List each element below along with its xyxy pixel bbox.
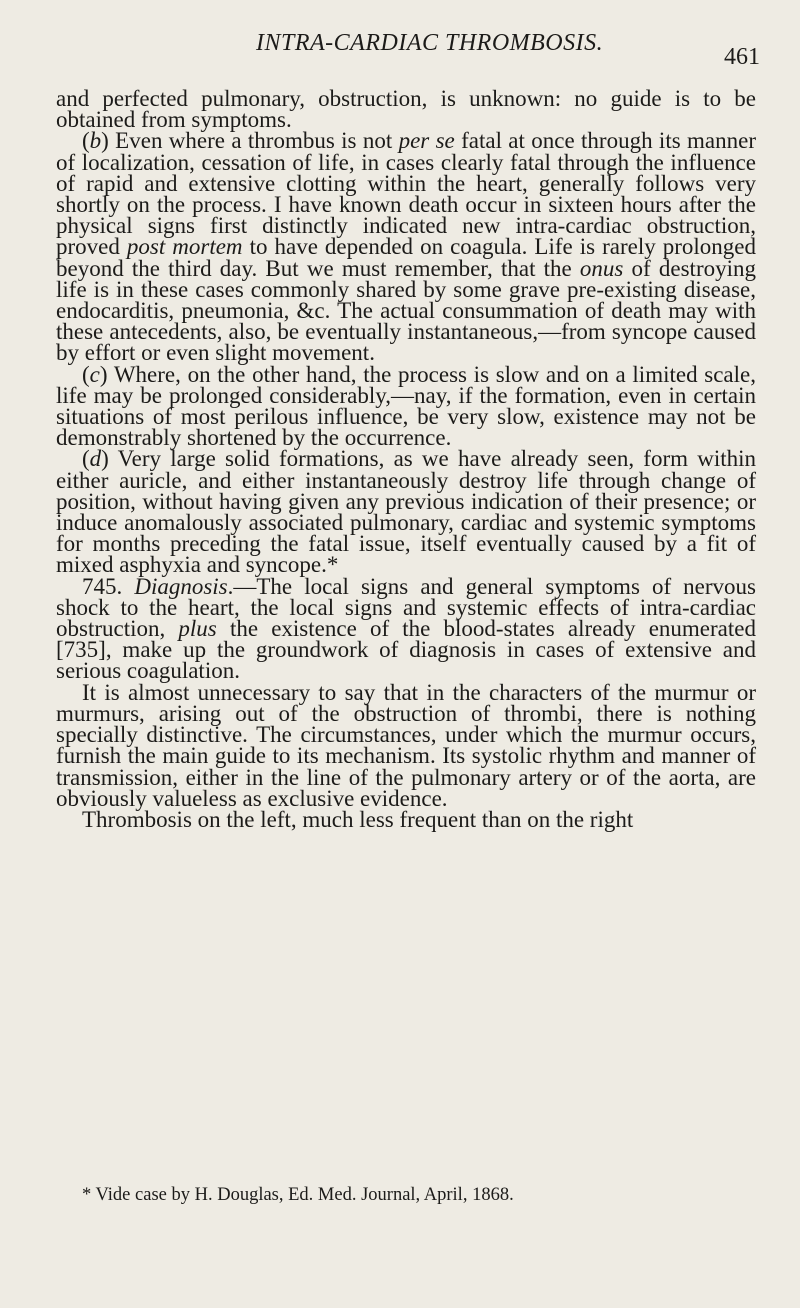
- italic-text: d: [89, 446, 102, 472]
- text-run: and perfected pulmonary, obstruction, is unknown: no guide is to be obtained from symptoms.: [56, 86, 756, 133]
- italic-text: c: [89, 361, 100, 387]
- text-run: the existence of the blood-states already enumerated [735], make up the groundwork of diagnosis in cases of extensive and serious coagulation.: [56, 616, 756, 684]
- text-run: 745.: [82, 573, 135, 599]
- text-run: to have depended on coagula. Life is rarely prolonged beyond the third day. But we must remember, that the: [56, 234, 756, 281]
- paragraph: [56, 679, 756, 811]
- text-run: of destroying life is in these cases commonly shared by some grave pre-existing disease, endocarditis, pneumonia, &c. The actual consummation of death may with these antecedents, also, be eventually instantaneous,—from syncope caused by effort or even slight movement.: [56, 255, 756, 366]
- italic-text: plus: [178, 616, 217, 642]
- running-title: INTRA-CARDIAC THROMBOSIS.: [256, 30, 604, 56]
- paragraph: [56, 446, 756, 578]
- paragraph: [56, 806, 756, 832]
- text-run: (: [82, 361, 90, 387]
- italic-text: per se: [398, 128, 455, 154]
- body-text: [56, 88, 756, 830]
- page-header: [0, 30, 800, 70]
- text-run: Thrombosis on the left, much less frequent than on the right: [82, 806, 634, 832]
- italic-text: Diagnosis: [134, 573, 228, 599]
- text-run: (: [82, 446, 90, 472]
- text-run: ) Where, on the other hand, the process is slow and on a limited scale, life may be prolonged considerably,—nay, if the formation, even in certain situations of most perilous influence, be very slow, existence may not be demonstrably shortened by the occurrence.: [56, 361, 756, 451]
- italic-text: post mortem: [126, 234, 243, 260]
- text-run: ) Very large solid formations, as we have already seen, form within either auricle, and either instantaneously destroy life through change of position, without having given any previous indication of their presence; or induce anomalously associated pulmonary, cardiac and systemic symptoms for months preceding the fatal issue, itself eventually caused by a fit of mixed asphyxia and syncope.*: [56, 446, 756, 578]
- page-number: 461: [724, 44, 760, 70]
- paragraph: [56, 573, 757, 684]
- text-run: (: [82, 128, 90, 154]
- paragraph: [56, 86, 756, 133]
- text-run: ) Even where a thrombus is not: [101, 128, 399, 154]
- paragraph: [56, 361, 756, 451]
- italic-text: b: [89, 128, 102, 154]
- paragraph: [56, 128, 756, 366]
- text-run: It is almost unnecessary to say that in the characters of the murmur or murmurs, arising out of the obstruction of thrombi, there is nothing specially distinctive. The circumstances, under which the murmur occurs, furnish the main guide to its mechanism. Its systolic rhythm and manner of transmission, either in the line of the pulmonary artery or of the aorta, are obviously valueless as exclusive evidence.: [56, 679, 756, 811]
- text-run: .—The local signs and general symptoms of nervous shock to the heart, the local signs and systemic effects of intra-cardiac obstruction,: [56, 573, 757, 642]
- footnote: * Vide case by H. Douglas, Ed. Med. Journal, April, 1868.: [82, 1185, 514, 1205]
- text-run: fatal at once through its manner of localization, cessation of life, in cases clearly fatal through the influence of rapid and extensive clotting within the heart, generally follows very shortly on the process. I have known death occur in sixteen hours after the physical signs first distinctly indicated new intra-cardiac obstruction, proved: [56, 128, 756, 260]
- italic-text: onus: [579, 255, 624, 281]
